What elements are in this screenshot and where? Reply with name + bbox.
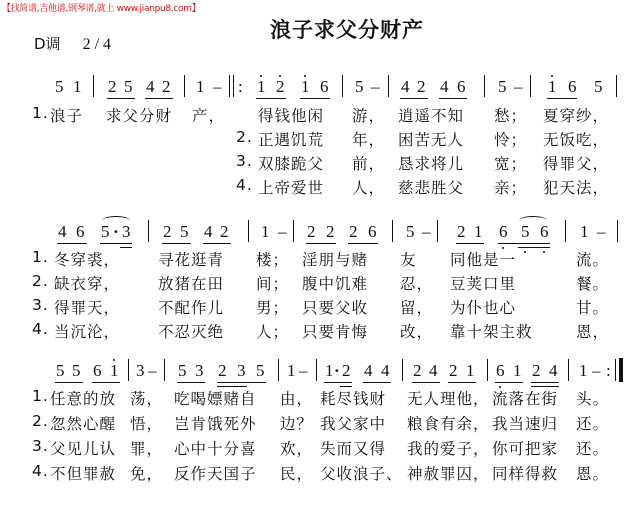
time-signature: 2 / 4	[82, 36, 112, 53]
site-banner[interactable]: 【找简谱,吉他谱,钢琴谱,就上 www.jianpu8.com】	[2, 4, 201, 14]
system1-lyrics: 1. 浪子 求父分财 产， 得钱他闲 游， 逍遥不知 愁； 夏穿纱， 2. 正遇饥荒 年， 困苦无人 怜； 无饭吃， 3. 双膝跪父 前， 恳求将儿 宽； 得罪父， 4. 上帝爱世 人， 慈悲胜父 亲； 犯天法，	[32, 104, 610, 197]
key-signature: D调	[34, 35, 61, 53]
system2-lyrics: 1. 冬穿裘， 寻花逛青 楼； 淫朋与赌 友 同他是一 流。 2. 缺衣穿， 放猪在田 间； 腹中饥难 忍， 豆荚口里 餐。 3. 得罪天， 不配作儿 男； 只要父收 留， 为仆也心 甘。 4. 当沉沦， 不忍灭绝 人； 只要肯悔 改， 靠十架主救 恩，	[32, 248, 610, 341]
system2-notation: 4 6 5 · 3 2 5 4 2 1 – 2 2 2 6 5 – 2 1 6 5 6 1 –	[0, 222, 640, 252]
system3-notation: 5 5 6 1 3 – 5 3 2 3 5 1 – 1 · 2 4 4 2 4 2 1 6 1 2 4 1 – :	[0, 361, 640, 391]
key-time-signature	[34, 33, 111, 54]
system3-lyrics: 1. 任意的放 荡， 吃喝嫖赌自 由， 耗尽钱财 无人理他， 流落在街 头。 2. 忽然心醒 悟， 岂肯饿死外 边？ 我父家中 粮食有余， 我当速归 还。 3. 父见儿认 罪， 心中十分喜 欢， 失而又得 我的爱子， 你可把家 还。 4. 不但罪赦 免， 反作天国子 民， 父收浪子、 神赦罪囚， 同样得救 恩。	[32, 387, 610, 483]
system1-notation: 5 1 2 5 4 2 1 – : 1 2 1 6 5 – 4 2 4 6 5 – 1 6 5	[0, 77, 640, 107]
song-title: 浪子求父分财产	[270, 18, 424, 42]
